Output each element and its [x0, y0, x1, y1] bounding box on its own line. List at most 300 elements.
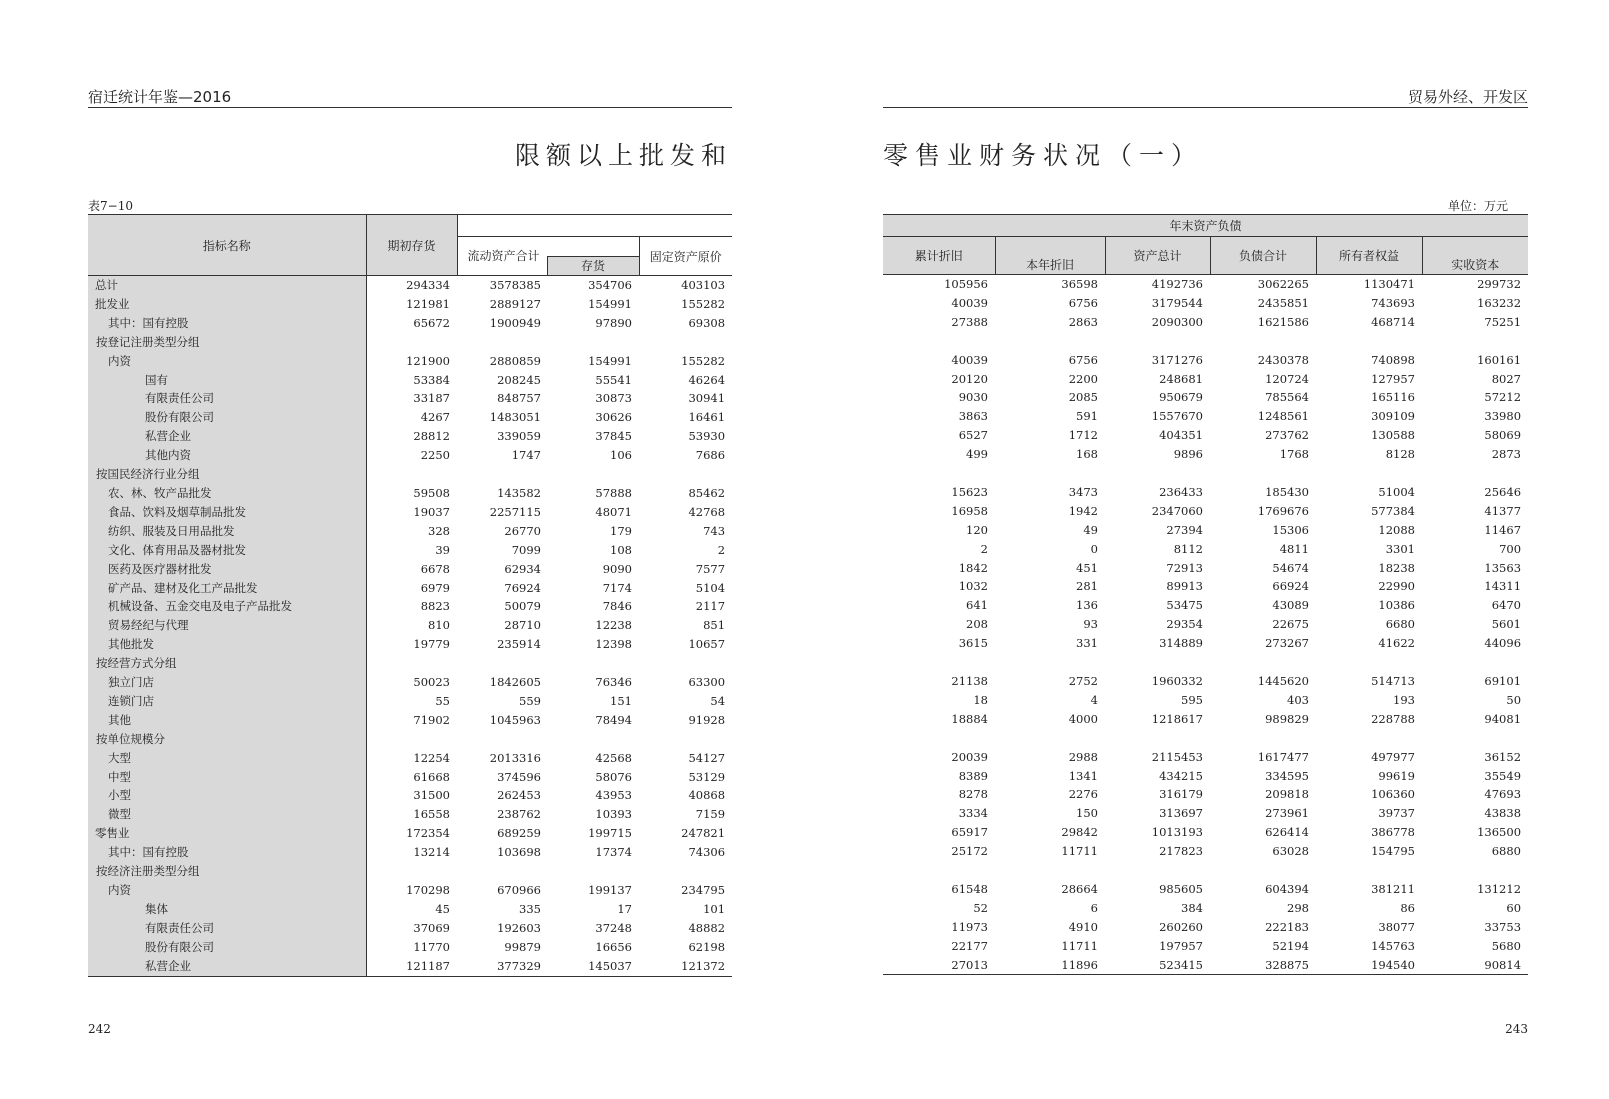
cell-value: 851: [703, 618, 726, 633]
cell-value: [639, 654, 732, 673]
table-row: [883, 842, 1528, 861]
table-row: [88, 522, 732, 541]
cell-value: 55: [435, 693, 450, 708]
cell-value: 22177: [951, 938, 988, 953]
page-title-right: 零售业财务状况（一）: [883, 141, 1204, 170]
table-row: [883, 407, 1528, 426]
cell-value: 99619: [1378, 768, 1415, 783]
cell-value: 168: [1076, 447, 1098, 462]
cell-value: 18884: [951, 711, 988, 726]
table-row: [883, 653, 1528, 672]
header-owners-equity: 所有者权益: [1316, 237, 1422, 275]
cell-value: 1747: [511, 448, 541, 463]
cell-value: 69101: [1484, 673, 1522, 688]
cell-value: 281: [1076, 579, 1098, 594]
cell-value: 165116: [1371, 390, 1415, 405]
cell-value: 1900949: [489, 315, 541, 330]
header-opening-inventory: 期初存货: [366, 215, 457, 276]
cell-value: 197957: [1159, 938, 1203, 953]
table-row: [883, 615, 1528, 634]
table-row: [883, 748, 1528, 767]
cell-value: 39737: [1378, 806, 1415, 821]
row-label: 批发业: [88, 295, 366, 314]
running-head-right: 贸易外经、开发区: [1407, 88, 1528, 106]
cell-value: 595: [1181, 692, 1203, 707]
cell-value: 260260: [1159, 919, 1203, 934]
header-rule: [88, 107, 732, 108]
cell-value: 172354: [406, 826, 450, 841]
cell-value: 41622: [1378, 636, 1415, 651]
cell-value: 6: [1090, 900, 1098, 915]
row-label: 总计: [88, 276, 366, 295]
cell-value: 28812: [413, 429, 450, 444]
table-row: [883, 445, 1528, 464]
cell-value: 0: [1090, 541, 1098, 556]
cell-value: 16461: [688, 410, 726, 425]
cell-value: 3179544: [1151, 295, 1203, 310]
cell-value: [1316, 464, 1422, 483]
cell-value: 72913: [1166, 560, 1203, 575]
cell-value: 15306: [1272, 522, 1309, 537]
cell-value: 76346: [595, 675, 632, 690]
cell-value: 468714: [1371, 314, 1415, 329]
cell-value: 29354: [1166, 617, 1203, 632]
cell-value: [1210, 653, 1316, 672]
cell-value: 238762: [497, 807, 541, 822]
cell-value: 62198: [688, 939, 726, 954]
table-row: [883, 596, 1528, 615]
cell-value: 10393: [595, 807, 632, 822]
table-row: [88, 957, 732, 976]
cell-value: 3473: [1068, 484, 1098, 499]
cell-value: [1105, 861, 1210, 880]
cell-value: 222183: [1265, 919, 1309, 934]
cell-value: 743: [703, 523, 726, 538]
cell-value: 6680: [1385, 617, 1415, 632]
cell-value: [1422, 653, 1528, 672]
cell-value: [1105, 464, 1210, 483]
cell-value: 170298: [406, 883, 450, 897]
header-inventory: 存货: [547, 256, 639, 275]
cell-value: 9090: [602, 561, 632, 576]
cell-value: [639, 862, 732, 881]
cell-value: 247821: [681, 826, 726, 841]
cell-value: 377329: [457, 957, 548, 976]
row-label: 按国民经济行业分组: [88, 465, 366, 484]
cell-value: 30873: [595, 391, 632, 406]
cell-value: 354706: [588, 278, 632, 292]
cell-value: 2013316: [489, 750, 541, 765]
cell-value: 37069: [413, 920, 450, 935]
cell-value: [366, 862, 457, 881]
cell-value: 93: [1083, 617, 1098, 632]
cell-value: 75251: [1484, 314, 1522, 329]
cell-value: 53384: [413, 372, 450, 387]
cell-value: 1341: [1068, 768, 1098, 783]
table-row: [883, 294, 1528, 313]
header-year-end-group: 年末资产负债: [883, 215, 1528, 237]
row-label: 其他内资: [88, 446, 366, 465]
row-label: 按单位规模分: [88, 730, 366, 749]
row-label: 其中：国有控股: [88, 314, 366, 333]
cell-value: 577384: [1371, 503, 1415, 518]
cell-value: 16656: [595, 939, 632, 954]
cell-value: 27394: [1166, 522, 1203, 537]
cell-value: [1422, 464, 1528, 483]
cell-value: 309109: [1371, 409, 1415, 424]
table-row: [883, 464, 1528, 483]
table-row: [883, 502, 1528, 521]
cell-value: 3578385: [489, 278, 541, 292]
cell-value: 4000: [1068, 711, 1098, 726]
right-table: [883, 214, 1528, 975]
cell-value: 103698: [497, 845, 541, 860]
cell-value: 236433: [1159, 484, 1203, 499]
cell-value: 4192736: [1151, 277, 1203, 291]
cell-value: [883, 464, 995, 483]
row-label: 私营企业: [88, 957, 366, 976]
cell-value: 985605: [1159, 881, 1203, 896]
cell-value: 2889127: [489, 296, 541, 311]
cell-value: 217823: [1159, 844, 1203, 859]
row-label: 其中：国有控股: [88, 843, 366, 862]
cell-value: 40039: [951, 352, 988, 367]
cell-value: 6678: [420, 561, 450, 576]
cell-value: [457, 730, 548, 749]
table-row: [88, 276, 732, 295]
table-row: [88, 616, 732, 635]
cell-value: 1130471: [1363, 277, 1415, 291]
cell-value: [883, 653, 995, 672]
cell-value: 316179: [1159, 787, 1203, 802]
cell-value: 3615: [958, 636, 988, 651]
cell-value: 12254: [413, 750, 450, 765]
header-total-assets: 资产总计: [1105, 237, 1210, 275]
cell-value: 31500: [413, 788, 450, 803]
cell-value: 33187: [413, 391, 450, 406]
cell-value: 154991: [588, 353, 632, 368]
cell-value: 49: [1083, 522, 1098, 537]
cell-value: 11711: [1061, 938, 1098, 953]
cell-value: 121900: [406, 353, 450, 368]
cell-value: 13563: [1484, 560, 1522, 575]
cell-value: 57888: [595, 485, 632, 500]
cell-value: [457, 862, 548, 881]
row-label: 私营企业: [88, 427, 366, 446]
cell-value: 145037: [548, 957, 639, 976]
cell-value: 99879: [504, 939, 541, 954]
cell-value: 335: [519, 901, 541, 916]
cell-value: 155282: [681, 296, 726, 311]
cell-value: 38077: [1378, 919, 1415, 934]
cell-value: 1013193: [1151, 825, 1203, 840]
cell-value: 16958: [951, 503, 988, 518]
table-row: [88, 503, 732, 522]
table-row: [88, 371, 732, 390]
cell-value: 6756: [1068, 295, 1098, 310]
table-row: [88, 711, 732, 730]
cell-value: 6979: [420, 580, 450, 595]
cell-value: 15623: [951, 484, 988, 499]
cell-value: 145763: [1371, 938, 1415, 953]
cell-value: 499: [966, 447, 988, 462]
left-page: [88, 0, 732, 1099]
cell-value: [995, 332, 1105, 351]
cell-value: 313697: [1159, 806, 1203, 821]
cell-value: 12398: [595, 637, 632, 652]
cell-value: 1557670: [1151, 409, 1203, 424]
cell-value: [366, 730, 457, 749]
cell-value: 12238: [595, 618, 632, 633]
cell-value: 51004: [1378, 484, 1415, 499]
cell-value: 262453: [497, 788, 541, 803]
cell-value: 63300: [688, 675, 726, 690]
cell-value: [1210, 861, 1316, 880]
cell-value: 120724: [1265, 371, 1309, 386]
row-label: 集体: [88, 900, 366, 919]
cell-value: 8823: [420, 599, 450, 614]
cell-value: 810: [428, 618, 450, 633]
cell-value: 28664: [1061, 881, 1098, 896]
cell-value: 120: [966, 522, 988, 537]
cell-value: 740898: [1371, 352, 1415, 367]
cell-value: 7686: [695, 448, 726, 463]
cell-value: 155282: [681, 353, 726, 368]
table-row: [88, 654, 732, 673]
cell-value: [1210, 464, 1316, 483]
cell-value: [1422, 729, 1528, 748]
unit-label: 单位：万元: [1447, 199, 1508, 213]
cell-value: 848757: [497, 391, 541, 406]
cell-value: 27388: [951, 314, 988, 329]
table-row: [883, 559, 1528, 578]
cell-value: 47693: [1484, 787, 1522, 802]
cell-value: 11973: [951, 919, 988, 934]
table-row: [883, 540, 1528, 559]
cell-value: 5104: [695, 580, 726, 595]
cell-value: 1768: [1279, 447, 1309, 462]
cell-value: 106: [610, 448, 632, 463]
cell-value: 54127: [688, 750, 726, 765]
cell-value: 42768: [688, 504, 726, 519]
cell-value: 22675: [1272, 617, 1309, 632]
cell-value: 950679: [1159, 390, 1203, 405]
cell-value: 1045963: [489, 712, 541, 727]
row-label: 连锁门店: [88, 692, 366, 711]
cell-value: 121187: [366, 957, 457, 976]
table-row: [88, 597, 732, 616]
cell-value: 26770: [504, 523, 541, 538]
cell-value: 66924: [1272, 579, 1309, 594]
cell-value: 108: [610, 542, 632, 557]
cell-value: [1105, 332, 1210, 351]
cell-value: 18: [973, 692, 988, 707]
table-row: [883, 313, 1528, 332]
cell-value: 234795: [681, 883, 726, 897]
cell-value: 4811: [1279, 541, 1309, 556]
cell-value: 154795: [1371, 844, 1415, 859]
cell-value: 2090300: [1151, 314, 1203, 329]
cell-value: 7099: [511, 542, 541, 557]
row-label: 内资: [88, 352, 366, 371]
cell-value: 63028: [1272, 844, 1309, 859]
cell-value: 743693: [1371, 295, 1415, 310]
row-label: 医药及医疗器材批发: [88, 560, 366, 579]
cell-value: 12088: [1378, 522, 1415, 537]
row-label: 股份有限公司: [88, 938, 366, 957]
cell-value: 121372: [639, 957, 732, 976]
table-row: [88, 560, 732, 579]
cell-value: [883, 861, 995, 880]
header-fixed-assets: 固定资产原价: [639, 237, 732, 276]
cell-value: [457, 333, 548, 352]
cell-value: 43953: [595, 788, 632, 803]
header-accum-depreciation: [883, 237, 995, 275]
cell-value: 5601: [1491, 617, 1522, 632]
table-row: [883, 956, 1528, 975]
cell-value: 193: [1393, 692, 1415, 707]
cell-value: 1842605: [489, 675, 541, 690]
table-row: [88, 389, 732, 408]
cell-value: 36598: [1061, 277, 1098, 291]
cell-value: 7174: [602, 580, 632, 595]
cell-value: 101: [703, 901, 726, 916]
table-row: [883, 918, 1528, 937]
cell-value: 9896: [1173, 447, 1203, 462]
table-row: [883, 899, 1528, 918]
cell-value: 404351: [1159, 428, 1203, 443]
cell-value: 58076: [595, 769, 632, 784]
table-row: [88, 919, 732, 938]
cell-value: 61668: [413, 769, 450, 784]
cell-value: 8278: [958, 787, 988, 802]
cell-value: 13214: [413, 845, 450, 860]
cell-value: 53475: [1166, 598, 1203, 613]
table-row: [88, 768, 732, 787]
header-name: 指标名称: [88, 215, 366, 276]
cell-value: 11467: [1484, 522, 1522, 537]
cell-value: 50: [1506, 692, 1522, 707]
row-label: 零售业: [88, 824, 366, 843]
cell-value: 52: [973, 900, 988, 915]
page-title-left: 限额以上批发和: [514, 141, 732, 170]
cell-value: 10386: [1378, 598, 1415, 613]
cell-value: 55541: [595, 372, 632, 387]
row-label: 小型: [88, 786, 366, 805]
cell-value: 6470: [1491, 598, 1522, 613]
cell-value: 53129: [688, 769, 726, 784]
table-row: [88, 446, 732, 465]
cell-value: 29842: [1061, 825, 1098, 840]
cell-value: 65917: [951, 825, 988, 840]
cell-value: 54674: [1272, 560, 1309, 575]
cell-value: 43089: [1272, 598, 1309, 613]
cell-value: [639, 465, 732, 484]
table-row: [883, 710, 1528, 729]
cell-value: [995, 653, 1105, 672]
table-row: [883, 483, 1528, 502]
table-row: [883, 767, 1528, 786]
table-row: [88, 427, 732, 446]
cell-value: 106360: [1371, 787, 1415, 802]
cell-value: 8128: [1385, 447, 1415, 462]
cell-value: 2880859: [489, 353, 541, 368]
cell-value: 41377: [1484, 503, 1522, 518]
table-row: [88, 352, 732, 371]
header-year-depreciation: 本年折旧: [995, 237, 1105, 275]
table-row: [883, 823, 1528, 842]
cell-value: 48882: [688, 920, 726, 935]
table-row: [883, 521, 1528, 540]
cell-value: 25172: [951, 844, 988, 859]
cell-value: 273961: [1265, 806, 1309, 821]
cell-value: 40868: [688, 788, 726, 803]
cell-value: [1422, 861, 1528, 880]
cell-value: 8389: [958, 768, 988, 783]
cell-value: 228788: [1371, 711, 1415, 726]
cell-value: 150: [1076, 806, 1098, 821]
cell-value: 11896: [995, 956, 1105, 975]
cell-value: 185430: [1265, 484, 1309, 499]
table-row: [883, 804, 1528, 823]
cell-value: 604394: [1265, 881, 1309, 896]
cell-value: 3334: [958, 806, 988, 821]
table-row: [88, 579, 732, 598]
table-row: [88, 635, 732, 654]
cell-value: 523415: [1105, 956, 1210, 975]
row-label: 大型: [88, 749, 366, 768]
cell-value: 451: [1076, 560, 1098, 575]
table-row: [883, 426, 1528, 445]
cell-value: [548, 730, 639, 749]
cell-value: 69308: [688, 315, 726, 330]
cell-value: [1316, 332, 1422, 351]
cell-value: [366, 333, 457, 352]
cell-value: 136500: [1477, 825, 1522, 840]
row-label: 文化、体育用品及器材批发: [88, 541, 366, 560]
cell-value: 328: [428, 523, 450, 538]
cell-value: 199715: [588, 826, 632, 841]
cell-value: 1769676: [1257, 503, 1309, 518]
row-label: 按经营方式分组: [88, 654, 366, 673]
cell-value: 131212: [1477, 881, 1522, 896]
cell-value: 208: [966, 617, 988, 632]
left-table: [88, 214, 732, 977]
cell-value: 2117: [695, 599, 726, 614]
cell-value: 1960332: [1151, 673, 1203, 688]
cell-value: 18238: [1378, 560, 1415, 575]
cell-value: 35549: [1484, 768, 1522, 783]
cell-value: 641: [966, 598, 988, 613]
cell-value: 50023: [413, 675, 450, 690]
cell-value: 1218617: [1151, 711, 1203, 726]
table-row: [883, 691, 1528, 710]
cell-value: 30626: [595, 410, 632, 425]
cell-value: 3171276: [1151, 352, 1203, 367]
cell-value: 2873: [1491, 447, 1522, 462]
cell-value: 3301: [1385, 541, 1415, 556]
cell-value: 497977: [1371, 749, 1415, 764]
cell-value: 8112: [1173, 541, 1203, 556]
cell-value: 339059: [497, 429, 541, 444]
table-row: [88, 408, 732, 427]
cell-value: 626414: [1265, 825, 1309, 840]
cell-value: 1483051: [489, 410, 541, 425]
cell-value: 334595: [1265, 768, 1309, 783]
row-label: 食品、饮料及烟草制品批发: [88, 503, 366, 522]
table-row: [88, 730, 732, 749]
table-row: [883, 275, 1528, 294]
